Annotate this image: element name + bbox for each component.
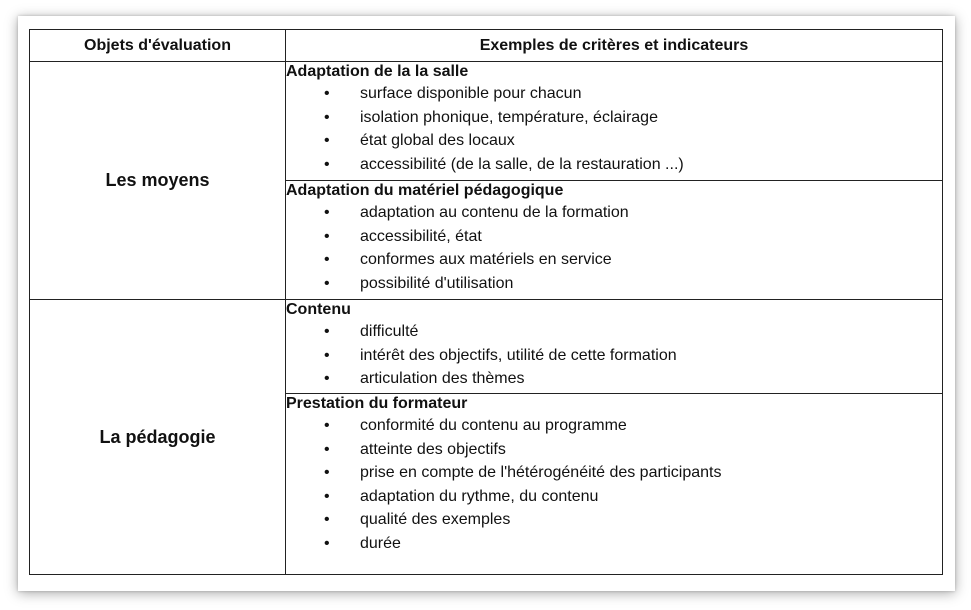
bullet-icon: • <box>324 464 330 481</box>
list-item: • conformité du contenu au programme <box>286 414 942 438</box>
bullet-icon: • <box>324 204 330 221</box>
bullet-icon: • <box>324 323 330 340</box>
indicator-list <box>286 414 942 555</box>
bullet-icon: • <box>324 440 330 458</box>
list-item: • adaptation au contenu de la formation <box>286 201 942 225</box>
evaluation-table <box>29 29 943 575</box>
list-item: • durée <box>286 532 942 556</box>
indicator-list <box>286 201 942 295</box>
bullet-icon: • <box>324 511 330 528</box>
document-frame <box>18 16 955 591</box>
criteria-title: Contenu <box>286 301 351 318</box>
list-item: • accessibilité, état <box>286 225 942 249</box>
criteria-title: Prestation du formateur <box>286 395 468 412</box>
list-item: • surface disponible pour chacun <box>286 82 942 106</box>
bullet-icon: • <box>324 487 330 505</box>
list-item: • état global des locaux <box>286 129 942 153</box>
bullet-icon: • <box>324 274 330 292</box>
list-item: • accessibilité (de la salle, de la restauration ...) <box>286 153 942 177</box>
bullet-icon: • <box>324 108 330 126</box>
bullet-icon: • <box>324 155 330 173</box>
list-item: • isolation phonique, température, éclairage <box>286 106 942 130</box>
list-item: • intérêt des objectifs, utilité de cette formation <box>286 344 942 368</box>
list-item: • conformes aux matériels en service <box>286 248 942 272</box>
bullet-icon: • <box>324 132 330 149</box>
list-item: • adaptation du rythme, du contenu <box>286 485 942 509</box>
bullet-icon: • <box>324 534 330 552</box>
bullet-icon: • <box>324 85 330 102</box>
list-item: • qualité des exemples <box>286 508 942 532</box>
bullet-icon: • <box>324 251 330 268</box>
object-cell-moyens: Les moyens <box>30 62 286 300</box>
list-item: • prise en compte de l'hétérogénéité des participants <box>286 461 942 485</box>
header-row <box>30 30 943 62</box>
bullet-icon: • <box>324 417 330 434</box>
list-item: • atteinte des objectifs <box>286 438 942 462</box>
bullet-icon: • <box>324 346 330 364</box>
criteria-title: Adaptation de la la salle <box>286 63 469 80</box>
indicator-list <box>286 82 942 176</box>
criteria-title: Adaptation du matériel pédagogique <box>286 182 564 199</box>
table-row <box>30 62 943 181</box>
list-item: • articulation des thèmes <box>286 367 942 391</box>
header-criteria: Exemples de critères et indicateurs <box>286 30 943 62</box>
object-cell-pedagogie: La pédagogie <box>30 300 286 575</box>
bullet-icon: • <box>324 370 330 387</box>
criteria-block-formateur <box>286 394 943 575</box>
list-item: • possibilité d'utilisation <box>286 272 942 296</box>
header-objects: Objets d'évaluation <box>30 30 286 62</box>
criteria-block-materiel <box>286 181 943 300</box>
list-item: • difficulté <box>286 320 942 344</box>
table-row <box>30 300 943 394</box>
criteria-block-contenu <box>286 300 943 394</box>
indicator-list <box>286 320 942 391</box>
bullet-icon: • <box>324 227 330 245</box>
criteria-block-salle <box>286 62 943 181</box>
